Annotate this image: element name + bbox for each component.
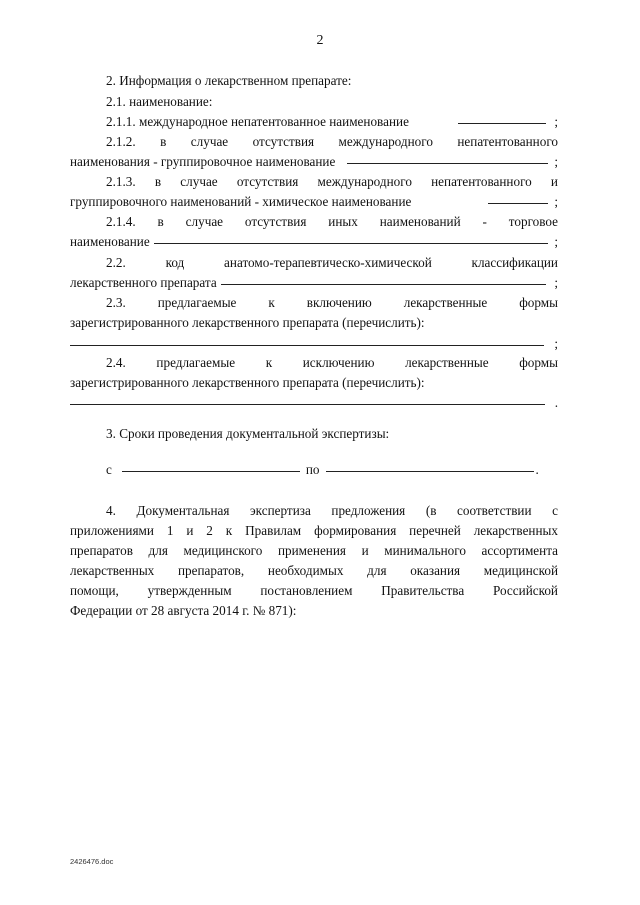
atc-code-blank[interactable] bbox=[221, 283, 547, 285]
item-2-3-line3 bbox=[70, 337, 558, 350]
section-4-line2: приложениями 1 и 2 к Правилам формирования перечней лекарственных bbox=[70, 523, 558, 538]
grouping-name-blank[interactable] bbox=[347, 162, 548, 164]
date-to-blank[interactable] bbox=[326, 470, 534, 472]
semicolon: ; bbox=[554, 154, 558, 169]
item-2-1-3-line1: 2.1.3. в случае отсутствия международного непатентованного и bbox=[106, 174, 558, 189]
semicolon: ; bbox=[554, 275, 558, 290]
item-2-1-4-label: наименование bbox=[70, 234, 150, 249]
item-2-1: 2.1. наименование: bbox=[106, 94, 213, 109]
item-2-4-line2: зарегистрированного лекарственного препарата (перечислить): bbox=[70, 375, 425, 390]
semicolon: ; bbox=[554, 114, 558, 129]
semicolon: ; bbox=[554, 194, 558, 209]
item-2-4-line3 bbox=[70, 396, 558, 409]
item-2-1-4-line2 bbox=[70, 235, 558, 248]
section-4-line4: лекарственных препаратов, необходимых для оказания медицинской bbox=[70, 563, 558, 578]
period: . bbox=[535, 462, 539, 477]
section-4-line5: помощи, утвержденным постановлением Правительства Российской bbox=[70, 583, 558, 598]
item-2-2-label: лекарственного препарата bbox=[70, 275, 217, 290]
date-range-row bbox=[106, 462, 558, 478]
from-label: с bbox=[106, 462, 112, 477]
semicolon: ; bbox=[554, 234, 558, 249]
forms-exclude-blank[interactable] bbox=[70, 403, 545, 405]
item-2-2-line2 bbox=[70, 276, 558, 289]
to-label: по bbox=[305, 462, 320, 477]
item-2-1-2-label: наименования - группировочное наименование bbox=[70, 154, 336, 169]
section-3-heading: 3. Сроки проведения документальной экспертизы: bbox=[106, 426, 390, 441]
page-number: 2 bbox=[316, 33, 324, 48]
item-2-1-3-label: группировочного наименований - химическое наименование bbox=[70, 194, 412, 209]
section-4-line3: препаратов для медицинского применения и минимального ассортимента bbox=[70, 543, 558, 558]
forms-include-blank[interactable] bbox=[70, 344, 544, 346]
item-2-4-line1: 2.4. предлагаемые к исключению лекарственные формы bbox=[106, 355, 558, 370]
item-2-1-1-label: 2.1.1. международное непатентованное наименование bbox=[106, 114, 409, 129]
item-2-3-line1: 2.3. предлагаемые к включению лекарственные формы bbox=[106, 295, 558, 310]
item-2-1-2-line1: 2.1.2. в случае отсутствия международного непатентованного bbox=[106, 134, 558, 149]
footer-file-code: 2426476.doc bbox=[70, 857, 114, 866]
item-2-2-line1: 2.2. код анатомо-терапевтическо-химической классификации bbox=[106, 255, 558, 270]
period: . bbox=[554, 395, 558, 410]
inn-blank[interactable] bbox=[458, 122, 546, 124]
section-4-line6: Федерации от 28 августа 2014 г. № 871): bbox=[70, 603, 297, 618]
item-2-1-2-line2 bbox=[70, 155, 558, 168]
item-2-1-3-line2 bbox=[70, 195, 558, 208]
item-2-3-line2: зарегистрированного лекарственного препарата (перечислить): bbox=[70, 315, 425, 330]
item-2-1-4-line1: 2.1.4. в случае отсутствия иных наименований - торговое bbox=[106, 214, 558, 229]
section-4-line1: 4. Документальная экспертиза предложения (в соответствии с bbox=[106, 503, 558, 518]
section-2-heading: 2. Информация о лекарственном препарате: bbox=[106, 73, 352, 88]
trade-name-blank[interactable] bbox=[154, 242, 549, 244]
date-from-blank[interactable] bbox=[122, 470, 300, 472]
chemical-name-blank[interactable] bbox=[488, 202, 548, 204]
semicolon: ; bbox=[554, 336, 558, 351]
item-2-1-1 bbox=[106, 115, 558, 128]
